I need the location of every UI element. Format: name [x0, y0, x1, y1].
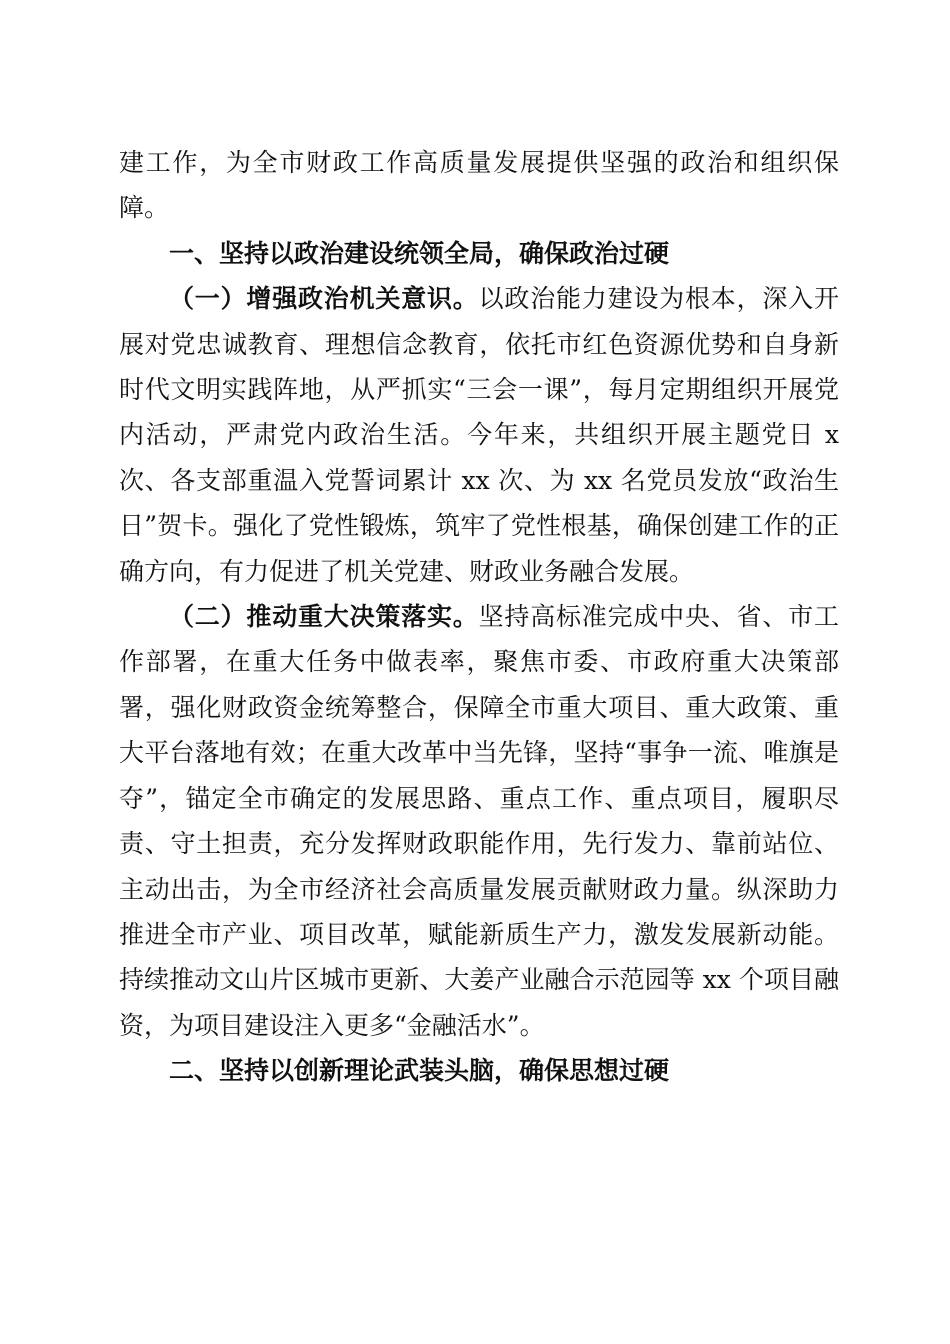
paragraph-2-lead: （二）推动重大决策落实。	[169, 602, 479, 632]
paragraph-2-body: 坚持高标准完成中央、省、市工作部署，在重大任务中做表率，聚焦市委、市政府重大决策部署，强化财政资金统筹整合，保障全市重大项目、重大政策、重大平台落地有效；在重大改革中当先锋，坚持“事争一流、唯旗是夺”，锚定全市确定的发展思路、重点工作、重点项目，履职尽责、守土担责，充分发挥财政职能作用，先行发力、靠前站位、主动出击，为全市经济社会高质量发展贡献财政力量。纵深助力推进全市产业、项目改革，赋能新质生产力，激发发展新动能。持续推动文山片区城市更新、大姜产业融合示范园等 xx 个项目融资，为项目建设注入更多“金融活水”。	[119, 602, 839, 1040]
document-body	[119, 140, 839, 1094]
paragraph-1-lead: （一）增强政治机关意识。	[169, 284, 479, 314]
paragraph-2	[119, 594, 839, 1048]
paragraph-1-body: 以政治能力建设为根本，深入开展对党忠诚教育、理想信念教育，依托市红色资源优势和自身新时代文明实践阵地，从严抓实“三会一课”，每月定期组织开展党内活动，严肃党内政治生活。今年来，共组织开展主题党日 x 次、各支部重温入党誓词累计 xx 次、为 xx 名党员发放“政治生日”贺卡。强化了党性锻炼，筑牢了党性根基，确保创建工作的正确方向，有力促进了机关党建、财政业务融合发展。	[119, 284, 839, 586]
section-heading-2: 二、坚持以创新理论武装头脑，确保思想过硬	[169, 1056, 670, 1086]
paragraph-1	[119, 276, 839, 594]
section-heading-1: 一、坚持以政治建设统领全局，确保政治过硬	[169, 238, 670, 268]
continuation-paragraph: 建工作，为全市财政工作高质量发展提供坚强的政治和组织保障。	[119, 148, 839, 223]
